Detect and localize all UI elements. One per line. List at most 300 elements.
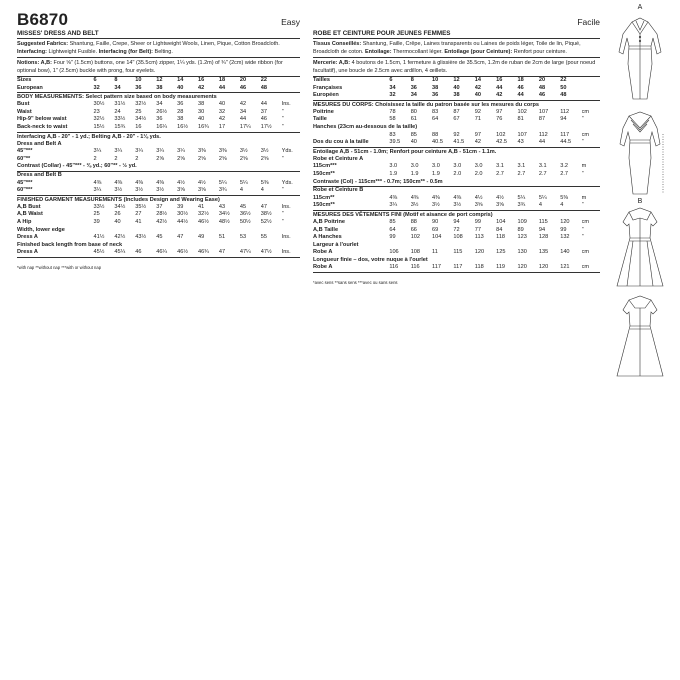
- cell-value: 4: [239, 187, 243, 194]
- row-label: A Hanches: [313, 234, 342, 241]
- cell-value: 47: [177, 234, 184, 241]
- cell-value: 44½: [177, 218, 188, 225]
- cell-value: 69: [432, 226, 439, 233]
- fabrics-paragraph-fr: [313, 39, 600, 58]
- row-unit: Ins.: [281, 249, 291, 256]
- cell-value: 3.2: [560, 163, 568, 170]
- table-row: [313, 116, 600, 124]
- cell-value: 36: [177, 101, 184, 108]
- cell-value: 104: [496, 218, 506, 225]
- dress-b-table: [17, 180, 300, 195]
- row-unit: [582, 77, 600, 85]
- cell-value: 44: [218, 84, 226, 91]
- cell-value: 3⅝: [177, 187, 185, 194]
- cell-value: 45½: [93, 249, 105, 256]
- cell-value: 25: [135, 108, 142, 115]
- row-unit: ": [281, 108, 284, 115]
- view-b-sketch: [607, 198, 673, 290]
- cell-value: 2: [135, 155, 139, 162]
- cell-value: 41½: [93, 234, 105, 241]
- row-label: A,B Poitrine: [313, 218, 346, 225]
- cell-value: 3⅝: [198, 187, 206, 194]
- cell-value: 67: [453, 116, 460, 123]
- cell-value: 2.7: [517, 170, 526, 177]
- row-label: Françaises: [313, 84, 343, 91]
- cell-value: 8: [410, 77, 414, 83]
- table-row: [17, 109, 300, 117]
- cell-value: 132: [560, 234, 570, 241]
- row-label: A,B Waist: [17, 211, 43, 218]
- row-unit: ": [281, 155, 284, 162]
- cell-value: 64: [389, 226, 396, 233]
- dress-a-table: [17, 148, 300, 163]
- dress-a-title: Dress and Belt A: [17, 140, 62, 147]
- cell-value: 6: [389, 77, 393, 83]
- cell-value: 28½: [156, 211, 168, 218]
- cell-value: 3½: [239, 148, 248, 155]
- row-unit: Ins.: [281, 203, 291, 210]
- cell-value: 40: [474, 92, 481, 99]
- cell-value: 107: [538, 108, 549, 115]
- cell-value: 3¼: [177, 148, 185, 155]
- fabrics-paragraph: [17, 39, 300, 58]
- cell-value: 39: [177, 203, 184, 210]
- cell-value: 92: [453, 131, 460, 138]
- body-measurements-table-fr: [313, 109, 600, 124]
- view-b-letter: B: [637, 198, 643, 205]
- cell-value: 112: [560, 108, 570, 115]
- table-row: [17, 204, 300, 212]
- cell-value: 72: [453, 226, 460, 233]
- cell-value: 125: [496, 249, 506, 256]
- cell-value: 46: [239, 84, 247, 91]
- cell-value: 5¼: [218, 179, 227, 186]
- cell-value: 120: [517, 264, 527, 271]
- cell-value: 80: [410, 108, 417, 115]
- cell-value: 4⅜: [93, 179, 102, 186]
- row-unit: Ins.: [281, 234, 291, 241]
- cell-value: 44: [260, 101, 267, 108]
- row-label: 60"***: [17, 187, 33, 194]
- cell-value: 34: [239, 108, 247, 115]
- row-label: 45"***: [17, 179, 33, 186]
- row-unit: Yds.: [281, 148, 293, 155]
- cell-value: 3½: [114, 187, 123, 194]
- cell-value: 42: [198, 84, 205, 91]
- cell-value: 94: [453, 218, 460, 225]
- cell-value: 66: [410, 226, 417, 233]
- difficulty-label: Easy: [281, 17, 300, 27]
- cell-value: 53: [239, 234, 247, 241]
- cell-value: 5¼: [239, 179, 248, 186]
- cell-value: 41: [198, 203, 205, 210]
- cell-value: 5⅜: [560, 194, 568, 201]
- cell-value: 38: [177, 116, 184, 123]
- cell-value: 45¼: [114, 249, 126, 256]
- cell-value: 37: [156, 203, 163, 210]
- cell-value: 30: [198, 108, 205, 115]
- interfacing-belt-label-fr: Entoilage (pour Ceinture):: [444, 49, 513, 55]
- body-measurements-table: [17, 101, 300, 131]
- dress-b-title: Dress and Belt B: [17, 171, 300, 180]
- cell-value: 78: [389, 108, 396, 115]
- cell-value: 16: [496, 77, 503, 83]
- cell-value: 4⅜: [135, 179, 144, 186]
- cell-value: 3.0: [474, 163, 483, 170]
- cell-value: 3.0: [432, 163, 440, 170]
- row-unit: Ins.: [281, 101, 291, 108]
- view-a-sketch: [607, 4, 673, 104]
- row-unit: cm: [581, 108, 590, 115]
- row-label: 115cm***: [313, 163, 337, 170]
- cell-value: 11: [432, 249, 438, 256]
- cell-value: 32½: [198, 211, 209, 218]
- cell-value: 41: [135, 218, 142, 225]
- fabrics-label: Suggested Fabrics:: [17, 41, 69, 47]
- row-unit: [582, 85, 600, 93]
- dress-a-title-fr: Robe et Ceinture A: [313, 155, 364, 162]
- garment-title: MISSES' DRESS AND BELT: [17, 29, 300, 39]
- cell-value: 34: [114, 84, 121, 91]
- cell-value: 48: [260, 84, 267, 91]
- cell-value: 40: [198, 116, 205, 123]
- view-b-back-sketch: [607, 290, 673, 380]
- row-unit: ": [281, 187, 284, 194]
- notions-paragraph-fr: [313, 58, 600, 77]
- cell-value: 4⅜: [156, 179, 164, 186]
- cell-value: 28: [177, 108, 184, 115]
- cell-value: 15½: [93, 123, 105, 130]
- cell-value: 40: [410, 139, 417, 146]
- cell-value: 3⅝: [496, 202, 504, 209]
- length-table: [17, 249, 300, 257]
- interfacing-belt-text-fr: Renfort pour ceinture.: [512, 49, 567, 55]
- cell-value: 83: [389, 131, 396, 138]
- cell-value: 42: [239, 101, 247, 108]
- cell-value: 3.0: [410, 163, 419, 170]
- cell-value: 48: [560, 92, 567, 99]
- row-unit: ": [281, 116, 284, 123]
- cell-value: 46: [517, 84, 524, 91]
- row-label: Taille: [313, 116, 327, 123]
- table-row: [17, 180, 300, 188]
- cell-value: 1.9: [432, 170, 440, 177]
- row-unit: cm: [581, 131, 590, 138]
- row-label: 115cm**: [313, 194, 335, 201]
- cell-value: 33½: [93, 203, 105, 210]
- cell-value: 44: [239, 116, 247, 123]
- table-row: [17, 124, 300, 132]
- cell-value: 14: [177, 77, 184, 83]
- body-measurements-title: BODY MEASUREMENTS: Select pattern size based on body measurements: [17, 92, 300, 101]
- cell-value: 140: [560, 249, 570, 256]
- cell-value: 31½: [114, 101, 126, 108]
- cell-value: 46: [260, 116, 267, 123]
- cell-value: 77: [474, 226, 481, 233]
- interfacing-belt-text: Belting.: [153, 49, 173, 55]
- table-row: [313, 139, 600, 147]
- table-row: [17, 148, 300, 156]
- cell-value: 3.1: [517, 163, 526, 170]
- cell-value: 32: [389, 92, 396, 99]
- contrast-yardage-fr: Contraste (Col) - 115cm*** - 0.7m; 150cm** - 0.5m: [313, 178, 443, 185]
- cell-value: 51: [218, 234, 226, 241]
- cell-value: 34: [156, 101, 163, 108]
- dress-a-back-illustration: [607, 104, 673, 199]
- cell-value: 88: [410, 218, 417, 225]
- cell-value: 46¾: [198, 249, 209, 256]
- cell-value: 87: [453, 108, 460, 115]
- cell-value: 3.1: [538, 163, 547, 170]
- cell-value: 120: [538, 264, 549, 271]
- cell-value: 39: [93, 218, 100, 225]
- cell-value: 36: [410, 84, 417, 91]
- row-unit: ": [581, 116, 584, 123]
- header-fr: [313, 12, 600, 28]
- cell-value: 4½: [198, 179, 206, 186]
- row-unit: ": [281, 123, 284, 130]
- cell-value: 3½: [260, 148, 269, 155]
- cell-value: 18: [218, 77, 226, 83]
- cell-value: 38: [198, 101, 205, 108]
- cell-value: 4⅜: [453, 194, 462, 201]
- cell-value: 43: [218, 203, 226, 210]
- row-unit: ": [581, 170, 584, 177]
- cell-value: 22: [560, 77, 567, 83]
- cell-value: 102: [517, 108, 527, 115]
- cell-value: 42: [474, 139, 481, 146]
- cell-value: 2: [93, 155, 97, 162]
- cell-value: 46¼: [156, 249, 168, 256]
- cell-value: 36: [432, 92, 439, 99]
- row-label: [313, 132, 389, 140]
- row-unit: [282, 77, 300, 85]
- table-row: [313, 85, 600, 93]
- english-column: [17, 12, 300, 271]
- row-unit: [282, 85, 300, 93]
- cell-value: 46½: [198, 218, 209, 225]
- cell-value: 116: [410, 264, 420, 271]
- cell-value: 118: [496, 234, 506, 241]
- notions-text: Four ⅝" (1.5cm) buttons, one 14" (35.5cm) zipper, 1¼ yds. (1.2m) of ¾" (2cm) wide ribbon (for optional bow), 1" (2.5cm) buckle with prong, four eyelets.: [17, 60, 283, 74]
- row-label: A Hip: [17, 218, 32, 225]
- row-label: Dos du cou à la taille: [313, 139, 369, 146]
- cell-value: 5⅜: [260, 179, 269, 186]
- fabrics-label-fr: Tissus Conseillés:: [313, 41, 362, 47]
- cell-value: 99: [389, 234, 396, 241]
- difficulty-label-fr: Facile: [577, 17, 600, 27]
- cell-value: 109: [517, 218, 527, 225]
- cell-value: 135: [538, 249, 549, 256]
- cell-value: 130: [517, 249, 527, 256]
- row-label: Européen: [313, 92, 339, 99]
- cell-value: 50½: [239, 218, 251, 225]
- cell-value: 108: [410, 249, 421, 256]
- cell-value: 84: [496, 226, 503, 233]
- pattern-number: B6870: [17, 10, 69, 29]
- cell-value: 4⅜: [410, 194, 419, 201]
- row-unit: m: [581, 194, 587, 201]
- table-row: [313, 234, 600, 242]
- cell-value: 4⅜: [389, 194, 398, 201]
- table-row: [17, 249, 300, 257]
- cell-value: 3¼: [135, 148, 144, 155]
- sizes-table: [17, 77, 300, 92]
- cell-value: 2.7: [538, 170, 547, 177]
- cell-value: 88: [432, 131, 439, 138]
- cell-value: 16¾: [198, 123, 209, 130]
- cell-value: 48½: [218, 218, 230, 225]
- cell-value: 85: [410, 131, 417, 138]
- cell-value: 4⅜: [114, 179, 123, 186]
- cell-value: 3¼: [389, 202, 398, 209]
- cell-value: 5¼: [538, 194, 547, 201]
- cell-value: 46½: [177, 249, 188, 256]
- row-label: Waist: [17, 108, 32, 115]
- table-row: [313, 163, 600, 171]
- table-row: [17, 219, 300, 227]
- garment-title-fr: ROBE ET CEINTURE POUR JEUNES FEMMES: [313, 29, 600, 39]
- cell-value: 34: [389, 84, 396, 91]
- row-label: European: [17, 84, 43, 91]
- cell-value: 3½: [156, 187, 164, 194]
- cell-value: 32: [93, 84, 100, 91]
- cell-value: 85: [389, 218, 396, 225]
- cell-value: 99: [474, 218, 481, 225]
- cell-value: 4: [260, 187, 264, 194]
- cell-value: 43½: [135, 234, 147, 241]
- cell-value: 97: [496, 108, 503, 115]
- row-label: Tailles: [313, 77, 330, 83]
- cell-value: 115: [453, 249, 463, 256]
- table-row: [17, 85, 300, 93]
- row-label: Robe A: [313, 264, 333, 271]
- cell-value: 121: [560, 264, 570, 271]
- cell-value: 38: [453, 92, 460, 99]
- cell-value: 45: [239, 203, 247, 210]
- cell-value: 116: [389, 264, 399, 271]
- cell-value: 102: [496, 131, 506, 138]
- notions-paragraph: [17, 58, 300, 77]
- cell-value: 24: [114, 108, 121, 115]
- cell-value: 2⅝: [177, 155, 185, 162]
- cell-value: 4½: [177, 179, 185, 186]
- table-row: [313, 249, 600, 257]
- row-unit: cm: [581, 218, 590, 225]
- header: [17, 12, 300, 28]
- cell-value: 50: [560, 84, 567, 91]
- cell-value: 3¼: [93, 187, 102, 194]
- footnote: *with nap **without nap ***with or without nap: [17, 264, 102, 270]
- cell-value: 30½: [93, 101, 105, 108]
- cell-value: 47½: [260, 249, 272, 256]
- row-unit: ": [581, 202, 584, 209]
- cell-value: 4½: [474, 194, 483, 201]
- cell-value: 120: [474, 249, 485, 256]
- table-row: [17, 77, 300, 85]
- body-measurements-title-fr: MESURES DU CORPS: Choisissez la taille du patron basée sur les mesures du corps: [313, 100, 600, 109]
- cell-value: 3.1: [496, 163, 504, 170]
- dress-b-front-illustration: [607, 198, 673, 290]
- hip-title-fr: Hanches (23cm au-dessous de la taille): [313, 123, 418, 130]
- table-row: [313, 202, 600, 210]
- table-row: [17, 211, 300, 219]
- cell-value: 42½: [156, 218, 168, 225]
- row-label: 150cm**: [313, 202, 335, 209]
- interfacing-label: Interfacing:: [17, 49, 47, 55]
- cell-value: 3¼: [114, 148, 123, 155]
- cell-value: 44: [496, 84, 503, 91]
- row-unit: Yds.: [281, 179, 293, 186]
- interfacing-yardage-fr: Entoilage A,B - 51cm - 1.0m; Renfort pour ceinture A,B - 51cm - 1.1m.: [313, 147, 600, 156]
- row-label: A,B Taille: [313, 226, 339, 233]
- cell-value: 3⅜: [218, 148, 227, 155]
- cell-value: 25: [93, 211, 100, 218]
- table-row: [17, 187, 300, 195]
- table-row: [313, 109, 600, 117]
- table-row: [313, 132, 600, 140]
- cell-value: 61: [410, 116, 417, 123]
- cell-value: 3¼: [156, 148, 164, 155]
- cell-value: 4½: [496, 194, 504, 201]
- hip-table-fr: [313, 132, 600, 147]
- cell-value: 44.5: [560, 139, 572, 146]
- cell-value: 55: [260, 234, 267, 241]
- cell-value: 2⅝: [156, 155, 164, 162]
- cell-value: 2.7: [496, 170, 504, 177]
- cell-value: 76: [496, 116, 503, 123]
- cell-value: 47¼: [239, 249, 251, 256]
- cell-value: 83: [432, 108, 439, 115]
- width-title-fr: Largeur à l'ourlet: [313, 241, 359, 248]
- view-a-back-sketch: [607, 104, 673, 199]
- row-unit: ": [281, 218, 284, 225]
- dress-b-table-fr: [313, 195, 600, 210]
- cell-value: 90: [432, 218, 439, 225]
- cell-value: 2.0: [474, 170, 483, 177]
- cell-value: 42½: [114, 234, 126, 241]
- cell-value: 42: [474, 84, 481, 91]
- cell-value: 17: [218, 123, 226, 130]
- width-table: [17, 234, 300, 242]
- cell-value: 4: [538, 202, 542, 209]
- cell-value: 17½: [260, 123, 272, 130]
- row-unit: [582, 92, 600, 100]
- cell-value: 2.7: [560, 170, 568, 177]
- cell-value: 2⅝: [218, 155, 227, 162]
- cell-value: 117: [560, 131, 570, 138]
- cell-value: 39.5: [389, 139, 401, 146]
- cell-value: 102: [410, 234, 421, 241]
- sizes-table-fr: [313, 77, 600, 100]
- cell-value: 36: [135, 84, 142, 91]
- cell-value: 104: [432, 234, 442, 241]
- width-title: Width, lower edge: [17, 226, 65, 233]
- notions-text-fr: 4 boutons de 1.5cm, 1 fermeture à glissière de 35.5cm, 1.2m de ruban de 2cm de large (pour noeud facultatif), une boucle de 2.5cm avec ardillon, 4 œillets.: [313, 60, 596, 74]
- cell-value: 107: [517, 131, 527, 138]
- cell-value: 2.0: [453, 170, 462, 177]
- cell-value: 117: [432, 264, 441, 271]
- finished-measurements-title: FINISHED GARMENT MEASUREMENTS (Includes Design and Wearing Ease): [17, 195, 300, 204]
- cell-value: 87: [538, 116, 546, 123]
- cell-value: 3½: [410, 202, 419, 209]
- cell-value: 38: [156, 84, 163, 91]
- cell-value: 34½: [135, 116, 147, 123]
- cell-value: 46: [135, 249, 142, 256]
- cell-value: 15¾: [114, 123, 126, 130]
- notions-label-fr: Mercerie: A,B:: [313, 60, 351, 66]
- cell-value: 26½: [156, 108, 168, 115]
